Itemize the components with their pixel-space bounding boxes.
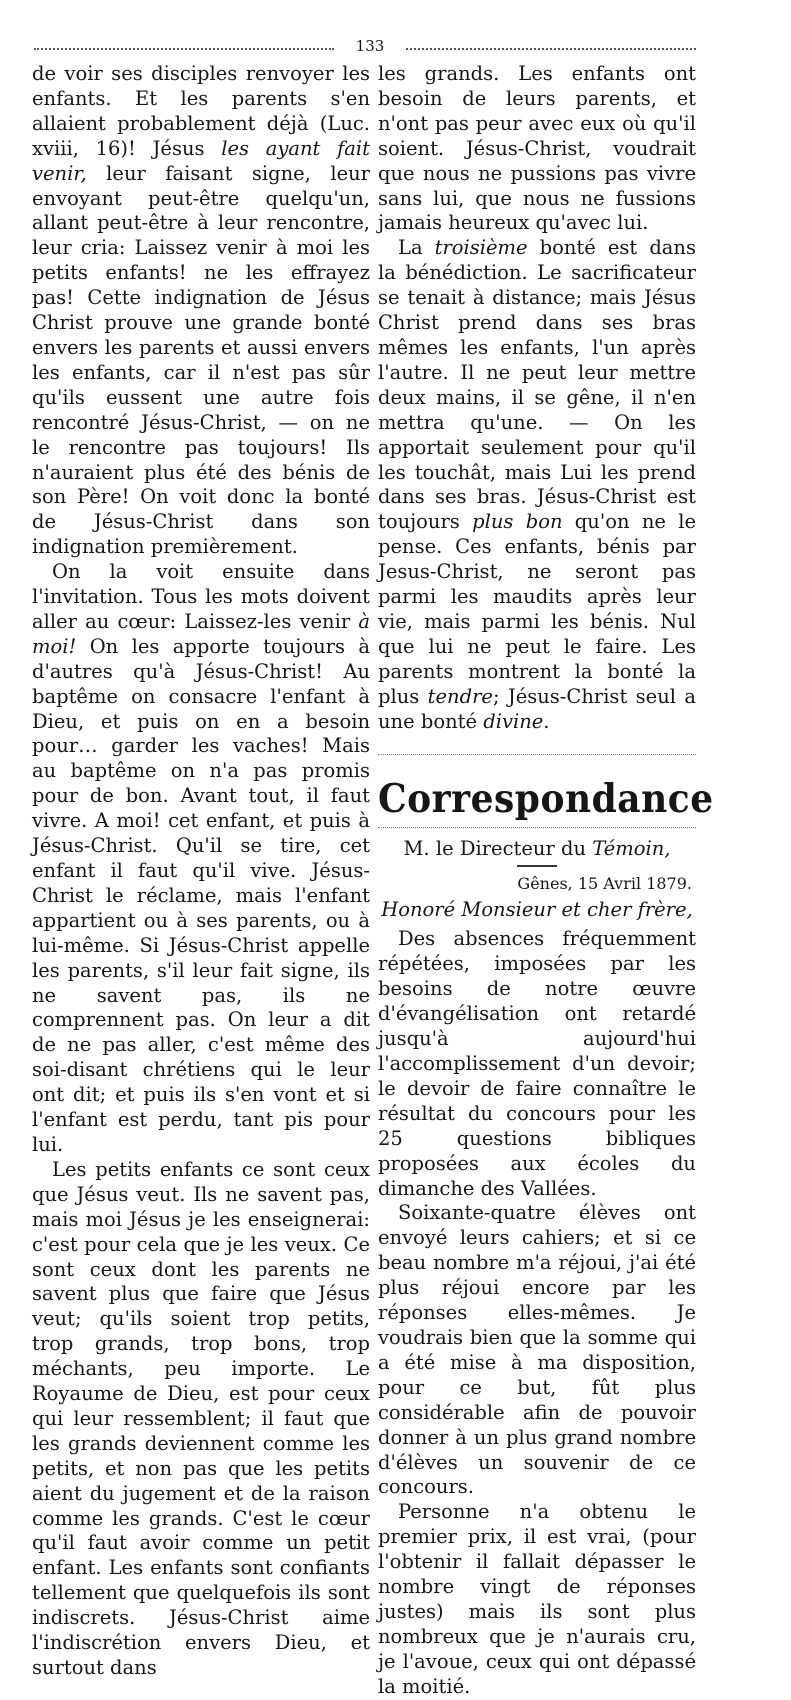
text-run: On les apporte toujours à d'autres qu'à Jésus-Christ! Au baptême on consacre l'enfant à Dieu, et puis on en a besoin pour… garder les vaches! Mais au baptême on n'a pas promis pour de bon. Avant tout, il faut vivre. A moi! cet enfant, et puis à Jésus-Christ. Qu'il se tire, cet enfant il faut qu'il vive. Jésus-Christ le réclame, mais l'enfant appartient ou à ses parents, ou à lui-même. Si Jésus-Christ appelle les parents, s'il leur fait signe, ils ne savent pas, ils ne comprennent pas. On leur a dit de ne pas aller, c'est même des soi-disant chrétiens qui le leur ont dit; et puis ils s'en vont et si l'enfant est perdu, tant pis pour lui.	[32, 634, 370, 1156]
letter-paragraph-2: Soixante-quatre élèves ont envoyé leurs cahiers; et si ce beau nombre m'a réjoui, j'ai été plus réjoui encore par les réponses elles-mêmes. Je voudrais bien que la somme qui a été mise à ma disposition, pour ce but, fût plus considérable afin de pouvoir donner à un plus grand nombre d'élèves un souvenir de ce concours.	[378, 1201, 696, 1499]
addressee-prefix: M. le Directeur du	[403, 837, 593, 861]
place-date: Gênes, 15 Avril 1879.	[517, 874, 692, 894]
title-underline	[378, 827, 696, 828]
salutation: Honoré Monsieur et cher frère,	[381, 898, 693, 922]
text-run: ; Jésus-Christ seul a une bonté	[378, 684, 696, 733]
short-rule	[517, 865, 557, 867]
text-run: La	[398, 236, 435, 260]
header-rule-left	[34, 48, 334, 50]
text-run: leur faisant signe, leur envoyant peut-être quelqu'un, allant peut-être à leur rencontre, leur cria: Laissez venir à moi les petits enfants! ne les effrayez pas! Cette indignation de Jésus Christ prouve une grande bonté envers les parents et aussi envers les enfants, car il n'est pas sûr qu'ils eussent une autre fois rencontré Jésus-Christ, — on ne le rencontre pas toujours! Ils n'auraient plus été des bénis de son Père! On voit donc la bonté de Jésus-Christ dans son indignation premièrement.	[32, 161, 370, 559]
text-run: de voir ses disciples renvoyer les enfants. Et les parents s'en allaient probablement déjà (Luc. xviii, 16)! Jésus	[32, 62, 370, 160]
left-paragraph-3: Les petits enfants ce sont ceux que Jésus veut. Ils ne savent pas, mais moi Jésus je les enseignerai: c'est pour cela que je les veux. Ce sont ceux dont les parents ne savent plus que faire que Jésus veut; qu'ils soient trop petits, trop grands, trop bons, trop méchants, peu importe. Le Royaume de Dieu, est pour ceux qui leur ressemblent; il faut que les grands deviennent comme les petits, et non pas que les petits aient du jugement et de la raison comme les grands. C'est le cœur qu'il faut avoir comme un petit enfant. Les enfants sont confiants tellement que quelquefois ils sont indiscrets. Jésus-Christ aime l'indiscrétion envers Dieu, et surtout dans	[32, 1157, 370, 1679]
text-run: On la voit ensuite dans l'invitation. Tous les mots doivent aller au cœur: Laissez-les venir	[32, 560, 370, 633]
italic-run: divine	[483, 709, 544, 733]
letter-paragraph-1: Des absences fréquemment répétées, imposées par les besoins de notre œuvre d'évangélisation ont retardé jusqu'à aujourd'hui l'accomplissement d'un devoir; le devoir de faire connaître le résultat du concours pour les 25 questions bibliques proposées aux écoles du dimanche des Vallées.	[378, 927, 696, 1200]
section-separator	[378, 754, 696, 755]
letter-paragraph-3: Personne n'a obtenu le premier prix, il est vrai, (pour l'obtenir il fallait dépasser le nombre vingt de réponses justes) mais ils sont plus nombreux que je n'aurais cru, je l'avoue, ceux qui ont dépassé la moitié.	[378, 1500, 696, 1698]
header-rule-right	[406, 48, 696, 50]
italic-run: plus bon	[472, 510, 563, 534]
journal-name: Témoin,	[592, 837, 671, 861]
page-number: 133	[355, 37, 385, 55]
italic-run: à moi!	[32, 609, 370, 658]
italic-run: troisième	[434, 236, 528, 260]
text-run: qu'on ne le pense. Ces enfants, bénis par Jesus-Christ, ne seront pas parmi les maudits après leur vie, mais parmi les bénis. Nul que lui ne peut le faire. Les parents montrent la bonté la plus	[378, 510, 696, 708]
left-paragraph-2	[32, 560, 370, 1158]
right-paragraph-2	[378, 236, 696, 734]
left-paragraph-1	[32, 62, 370, 560]
text-run: .	[543, 709, 550, 733]
left-column	[32, 62, 370, 1681]
text-run: bonté est dans la bénédiction. Le sacrificateur se tenait à distance; mais Jésus Christ prend dans ses bras mêmes les enfants, l'un après l'autre. Il ne peut leur mettre deux mains, il se gêne, il n'en mettra qu'une. — On les apportait seulement pour qu'il les touchât, mais Lui les prend dans ses bras. Jésus-Christ est toujours	[378, 236, 696, 534]
section-title: Correspondance	[378, 776, 714, 823]
faded-bleed-through	[378, 757, 696, 771]
italic-run: les ayant fait venir,	[32, 136, 370, 185]
addressee-line	[378, 836, 696, 867]
right-column	[378, 62, 714, 1700]
right-paragraph-1: les grands. Les enfants ont besoin de leurs parents, et n'ont pas peur avec eux où qu'il soient. Jésus-Christ, voudrait que nous ne pussions pas vivre sans lui, que nous ne fussions jamais heureux qu'avec lui.	[378, 62, 696, 235]
page-header	[34, 37, 696, 57]
italic-run: tendre	[427, 684, 493, 708]
